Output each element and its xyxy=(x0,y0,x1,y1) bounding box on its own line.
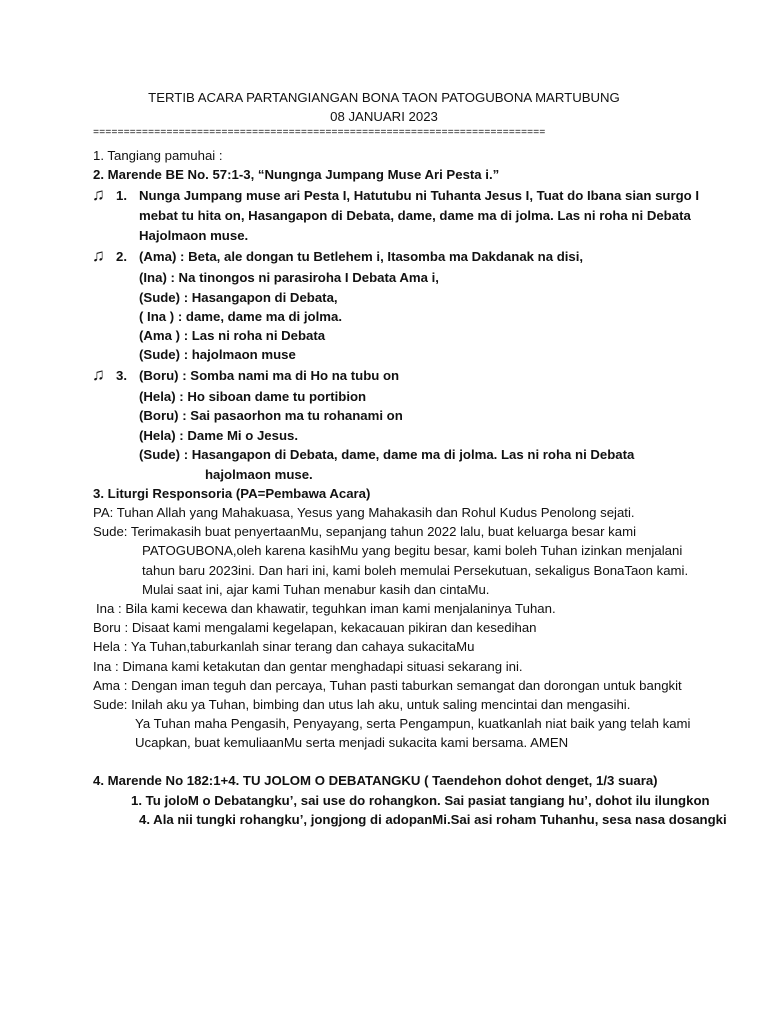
verse-2-line-5: (Ama ) : Las ni roha ni Debata xyxy=(139,328,326,343)
hymn-182-verse-4: 4. Ala nii tungki rohangku’, jongjong di adopanMi.Sai asi roham Tuhanhu, sesa nasa dosangki xyxy=(139,812,727,827)
music-note-icon: ♫ xyxy=(92,185,105,204)
verse-number: 1. xyxy=(116,188,127,203)
verse-number: 3. xyxy=(116,368,127,383)
verse-3-line-6: hajolmaon muse. xyxy=(205,467,313,482)
liturgy-sude-1-line-4: Mulai saat ini, ajar kami Tuhan menabur kasih dan cintaMu. xyxy=(142,582,490,597)
liturgy-sude-1-line-2: PATOGUBONA,oleh karena kasihMu yang begitu besar, kami boleh Tuhan izinkan menjalani xyxy=(142,543,683,558)
verse-2-line-1: (Ama) : Beta, ale dongan tu Betlehem i, Itasomba ma Dakdanak na disi, xyxy=(139,249,584,264)
verse-2-line-3: (Sude) : Hasangapon di Debata, xyxy=(139,290,338,305)
liturgy-ama: Ama : Dengan iman teguh dan percaya, Tuhan pasti taburkan semangat dan dorongan untuk bangkit xyxy=(93,678,682,693)
verse-1-line-3: Hajolmaon muse. xyxy=(139,228,249,243)
verse-2-line-6: (Sude) : hajolmaon muse xyxy=(139,347,296,362)
liturgy-sude-2-line-3: Ucapkan, buat kemuliaanMu serta menjadi sukacita kami bersama. AMEN xyxy=(135,735,569,750)
verse-number: 2. xyxy=(116,249,127,264)
liturgy-sude-1-line-3: tahun baru 2023ini. Dan hari ini, kami boleh memulai Persekutuan, sekaligus BonaTaon kami. xyxy=(142,563,689,578)
liturgy-ina-1: Ina : Bila kami kecewa dan khawatir, teguhkan iman kami menjalaninya Tuhan. xyxy=(96,601,556,616)
section-liturgy-heading: 3. Liturgi Responsoria (PA=Pembawa Acara) xyxy=(93,486,371,501)
hymn-182-verse-1: 1. Tu joloM o Debatangku’, sai use do rohangkon. Sai pasiat tangiang hu’, dohot ilu ilungkon xyxy=(131,793,710,808)
verse-3-line-5: (Sude) : Hasangapon di Debata, dame, dame ma di jolma. Las ni roha ni Debata xyxy=(139,447,635,462)
verse-3-line-2: (Hela) : Ho siboan dame tu portibion xyxy=(139,389,367,404)
liturgy-boru: Boru : Disaat kami mengalami kegelapan, kekacauan pikiran dan kesedihan xyxy=(93,620,537,635)
section-hymn-be-57: 2. Marende BE No. 57:1-3, “Nungnga Jumpang Muse Ari Pesta i.” xyxy=(93,167,500,182)
verse-1-line-1: Nunga Jumpang muse ari Pesta I, Hatutubu ni Tuhanta Jesus I, Tuat do Ibana sian surgo I xyxy=(139,188,700,203)
music-note-icon: ♫ xyxy=(92,365,105,384)
liturgy-sude-2-line-2: Ya Tuhan maha Pengasih, Penyayang, serta Pengampun, kuatkanlah niat baik yang telah kami xyxy=(135,716,691,731)
separator-line: ========================================================================== xyxy=(93,128,546,139)
section-hymn-182: 4. Marende No 182:1+4. TU JOLOM O DEBATANGKU ( Taendehon dohot denget, 1/3 suara) xyxy=(93,773,658,788)
liturgy-ina-2: Ina : Dimana kami ketakutan dan gentar menghadapi situasi sekarang ini. xyxy=(93,659,523,674)
verse-3-line-3: (Boru) : Sai pasaorhon ma tu rohanami on xyxy=(139,408,403,423)
verse-3-line-4: (Hela) : Dame Mi o Jesus. xyxy=(139,428,299,443)
liturgy-sude-2-line-1: Sude: Inilah aku ya Tuhan, bimbing dan utus lah aku, untuk saling mencintai dan mengasihi. xyxy=(93,697,631,712)
verse-1-line-2: mebat tu hita on, Hasangapon di Debata, dame, dame ma di jolma. Las ni roha ni Debata xyxy=(139,208,691,223)
liturgy-hela: Hela : Ya Tuhan,taburkanlah sinar terang dan cahaya sukacitaMu xyxy=(93,639,475,654)
verse-3-line-1: (Boru) : Somba nami ma di Ho na tubu on xyxy=(139,368,400,383)
verse-2-line-2: (Ina) : Na tinongos ni parasiroha I Debata Ama i, xyxy=(139,270,439,285)
liturgy-sude-1-line-1: Sude: Terimakasih buat penyertaanMu, sepanjang tahun 2022 lalu, buat keluarga besar kami xyxy=(93,524,636,539)
document-date: 08 JANUARI 2023 xyxy=(330,109,438,124)
document-title: TERTIB ACARA PARTANGIANGAN BONA TAON PATOGUBONA MARTUBUNG xyxy=(148,90,620,105)
music-note-icon: ♫ xyxy=(92,246,105,265)
liturgy-pa: PA: Tuhan Allah yang Mahakuasa, Yesus yang Mahakasih dan Rohul Kudus Penolong sejati. xyxy=(93,505,635,520)
section-opening-prayer: 1. Tangiang pamuhai : xyxy=(93,148,223,163)
verse-2-line-4: ( Ina ) : dame, dame ma di jolma. xyxy=(139,309,342,324)
